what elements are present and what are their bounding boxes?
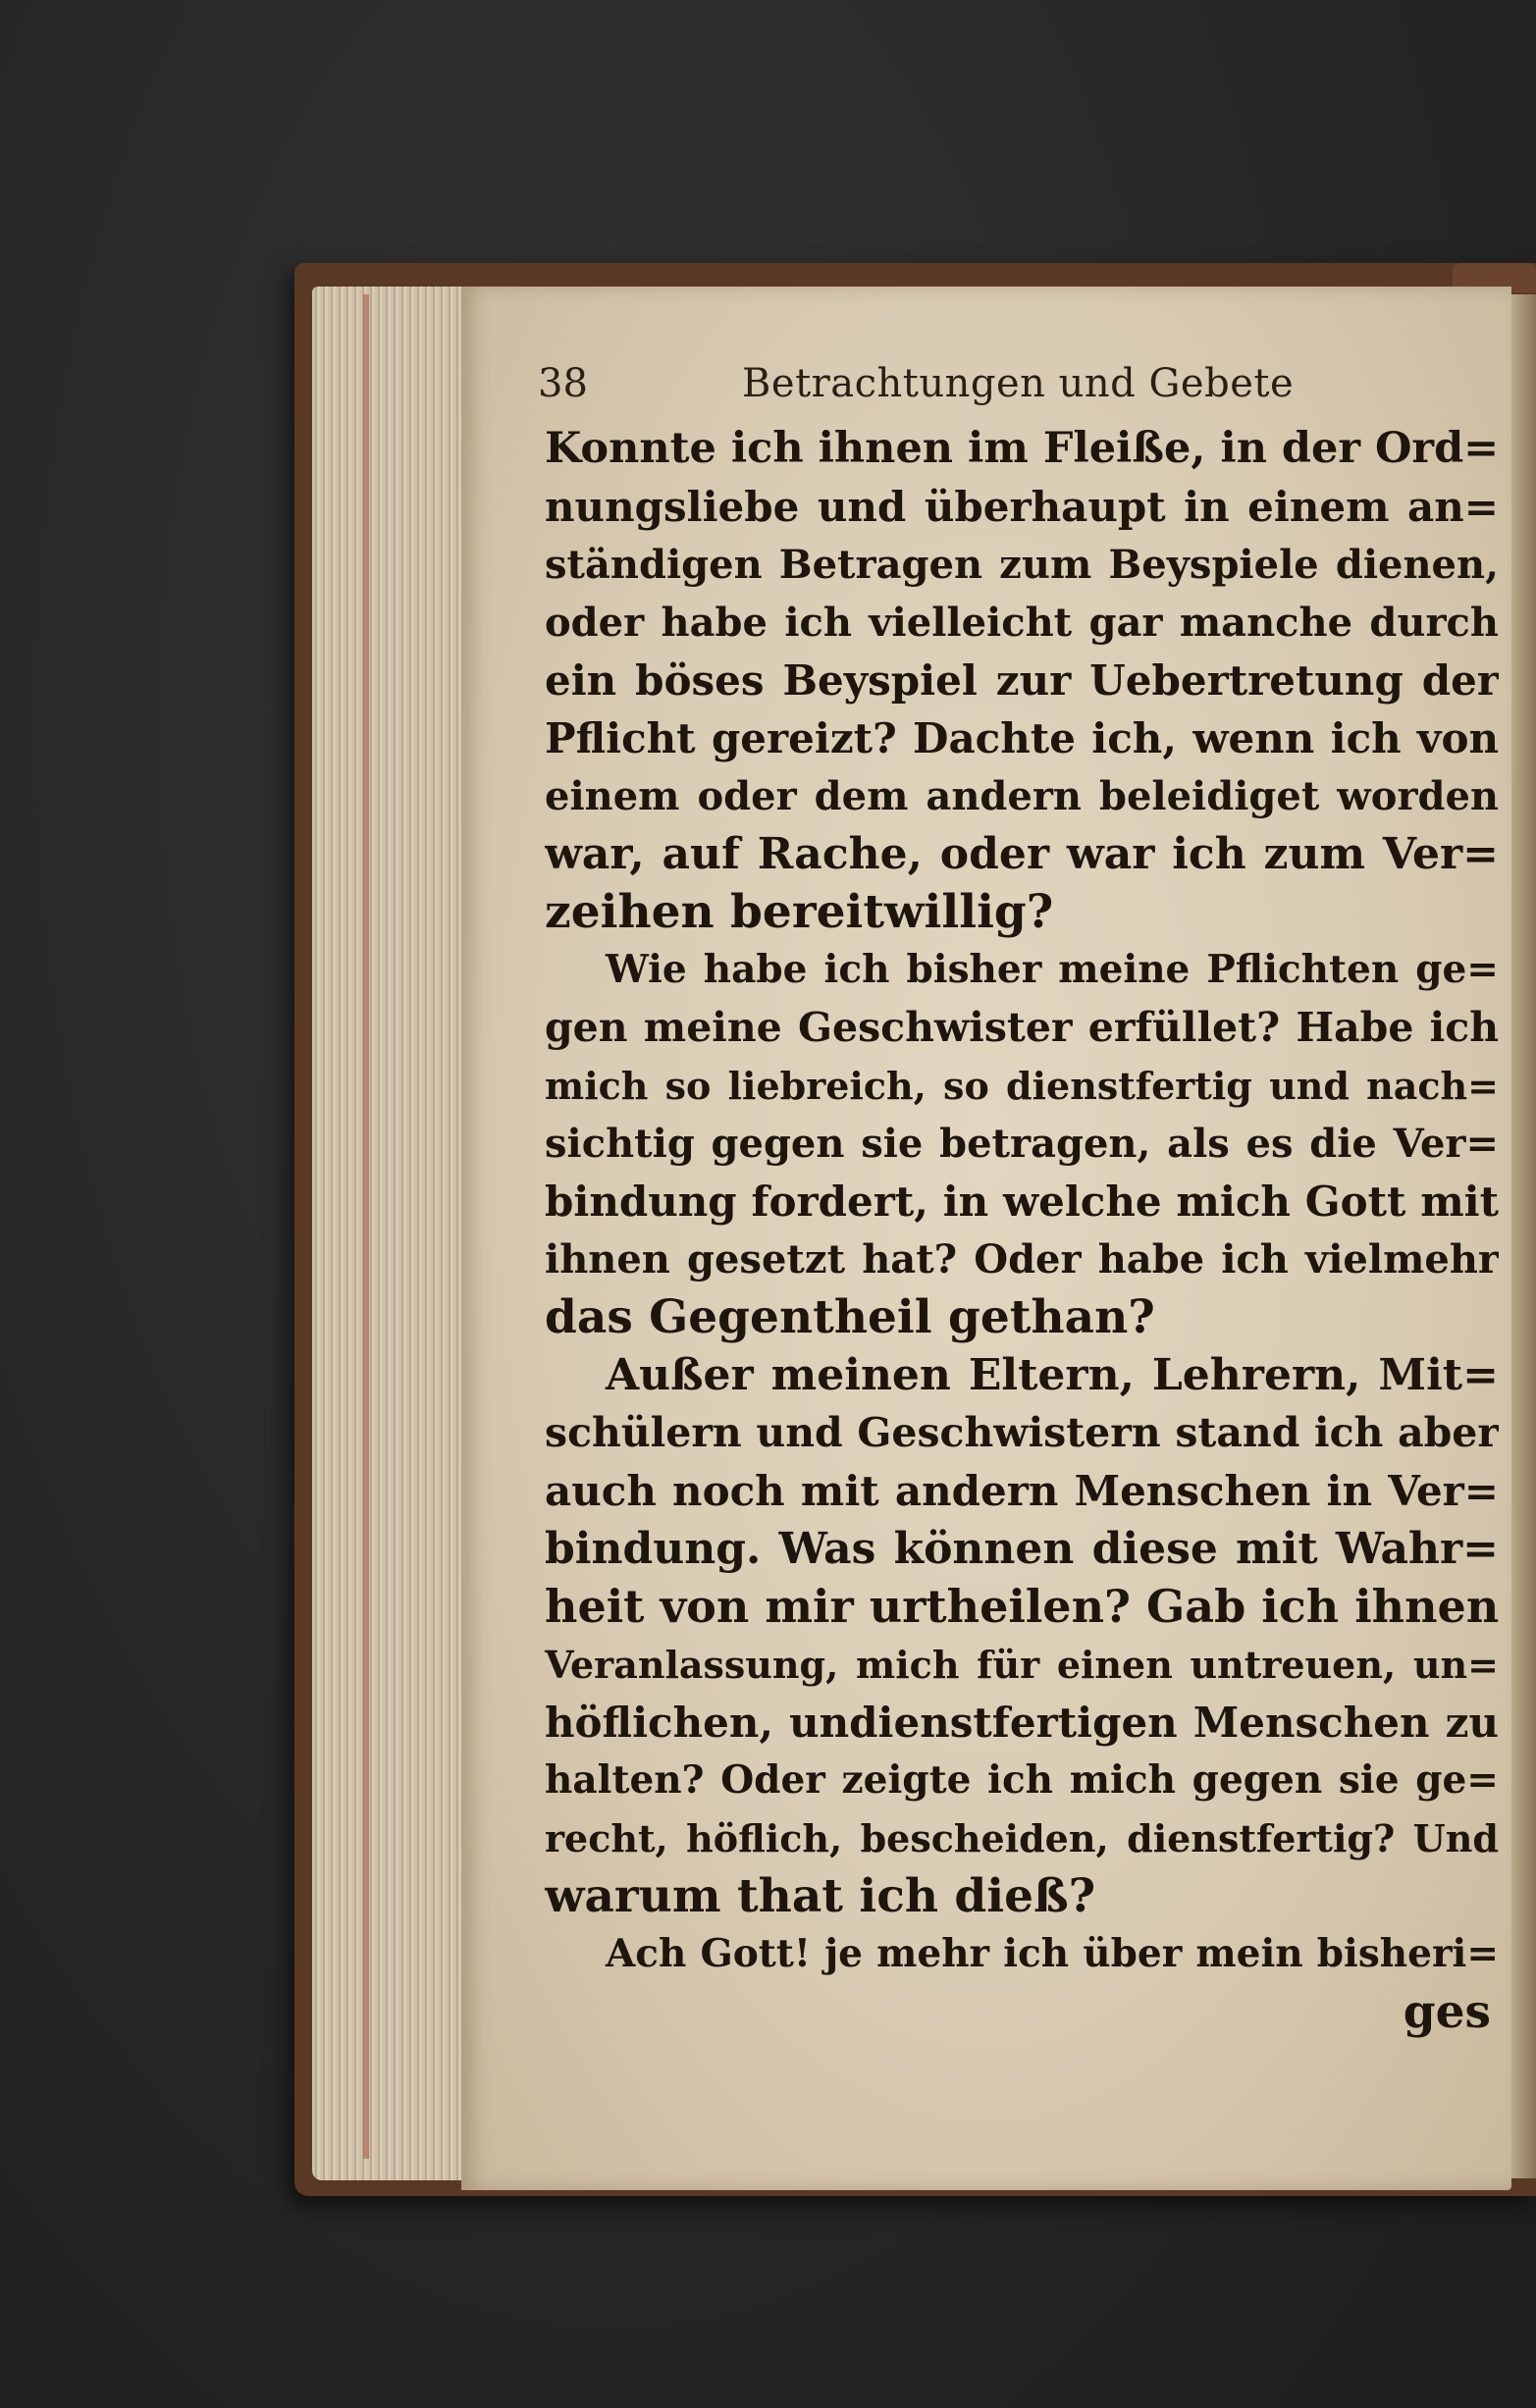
text-line: recht, höflich, bescheiden, dienstfertig? Und (545, 1816, 1499, 1860)
text-line: heit von mir urtheilen? Gab ich ihnen (545, 1580, 1499, 1633)
text-line: zeihen bereitwillig? (545, 885, 1054, 939)
text-line: sichtig gegen sie betragen, als es die Ver= (545, 1121, 1499, 1167)
page-edges (312, 287, 469, 2180)
text-line: halten? Oder zeigte ich mich gegen sie ge= (545, 1757, 1499, 1803)
facing-page-edge (1511, 294, 1536, 2178)
text-line: bindung. Was können diese mit Wahr= (545, 1524, 1499, 1574)
text-line: Pflicht gereizt? Dachte ich, wenn ich von (545, 714, 1499, 762)
page-edge-stain (363, 294, 369, 2159)
text-line: Ach Gott! je mehr ich über mein bisheri= (606, 1931, 1499, 1976)
text-line: das Gegentheil gethan? (545, 1290, 1155, 1344)
text-line: Konnte ich ihnen im Fleiße, in der Ord= (545, 424, 1499, 473)
text-line: bindung fordert, in welche mich Gott mit (545, 1178, 1499, 1226)
text-line: Außer meinen Eltern, Lehrern, Mit= (606, 1350, 1499, 1400)
text-line: oder habe ich vielleicht gar manche durch (545, 600, 1499, 646)
text-line: warum that ich dieß? (545, 1869, 1096, 1923)
text-line: nungsliebe und überhaupt in einem an= (545, 483, 1499, 531)
text-line: auch noch mit andern Menschen in Ver= (545, 1467, 1499, 1515)
page-header (538, 353, 1343, 422)
body-text (545, 420, 1499, 2041)
text-line: Veranlassung, mich für einen untreuen, un= (545, 1643, 1499, 1687)
catchword: ges (1403, 1985, 1491, 2039)
text-line: einem oder dem andern beleidiget worden (545, 773, 1499, 819)
text-line: schülern und Geschwistern stand ich aber (545, 1409, 1499, 1456)
running-head: Betrachtungen und Gebete (742, 361, 1295, 406)
text-line: gen meine Geschwister erfüllet? Habe ich (545, 1004, 1499, 1051)
text-line: ständigen Betragen zum Beyspiele dienen, (545, 542, 1499, 588)
text-line: ihnen gesetzt hat? Oder habe ich vielmehr (545, 1236, 1499, 1283)
text-line: Wie habe ich bisher meine Pflichten ge= (606, 947, 1499, 992)
text-line: war, auf Rache, oder war ich zum Ver= (545, 829, 1499, 879)
page-number: 38 (538, 361, 588, 406)
text-line: ein böses Beyspiel zur Uebertretung der (545, 656, 1499, 705)
text-line: mich so liebreich, so dienstfertig und nach= (545, 1064, 1499, 1108)
text-line: höflichen, undienstfertigen Menschen zu (545, 1699, 1499, 1747)
